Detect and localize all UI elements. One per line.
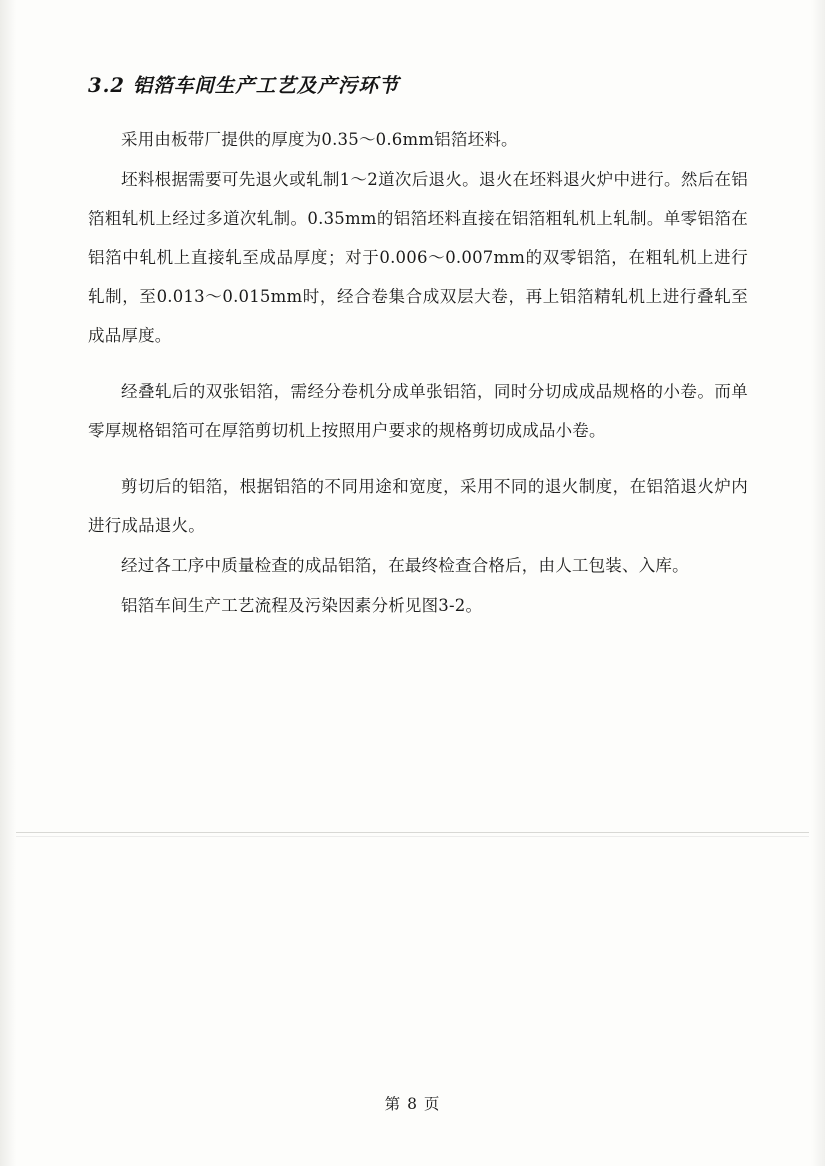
paragraph-2: 坯料根据需要可先退火或轧制1～2道次后退火。退火在坯料退火炉中进行。然后在铝箔粗轧机上经过多道次轧制。0.35mm的铝箔坯料直接在铝箔粗轧机上轧制。单零铝箔在铝箔中轧机上直接轧至成品厚度；对于0.006～0.007mm的双零铝箔，在粗轧机上进行轧制，至0.013～0.015mm时，经合卷集合成双层大卷，再上铝箔精轧机上进行叠轧至成品厚度。 xyxy=(88,170,748,345)
paragraph-3: 经叠轧后的双张铝箔，需经分卷机分成单张铝箔，同时分切成成品规格的小卷。而单零厚规格铝箔可在厚箔剪切机上按照用户要求的规格剪切成成品小卷。 xyxy=(88,382,748,440)
paragraph-5: 经过各工序中质量检查的成品铝箔，在最终检查合格后，由人工包装、入库。 xyxy=(121,556,689,575)
paragraph-spacer-2 xyxy=(88,451,748,467)
paragraph-1: 采用由板带厂提供的厚度为0.35～0.6mm铝箔坯料。 xyxy=(121,130,518,149)
paragraph-spacer-1 xyxy=(88,356,748,372)
paragraph-6: 铝箔车间生产工艺流程及污染因素分析见图3-2。 xyxy=(121,596,483,615)
horizontal-divider xyxy=(16,832,809,833)
horizontal-divider-shadow xyxy=(16,836,809,837)
paragraph-4: 剪切后的铝箔，根据铝箔的不同用途和宽度，采用不同的退火制度，在铝箔退火炉内进行成品退火。 xyxy=(88,477,748,535)
section-heading: 3.2 铝箔车间生产工艺及产污环节 xyxy=(88,74,400,97)
page-content xyxy=(88,70,748,626)
page-footer: 第 8 页 xyxy=(384,1095,441,1113)
